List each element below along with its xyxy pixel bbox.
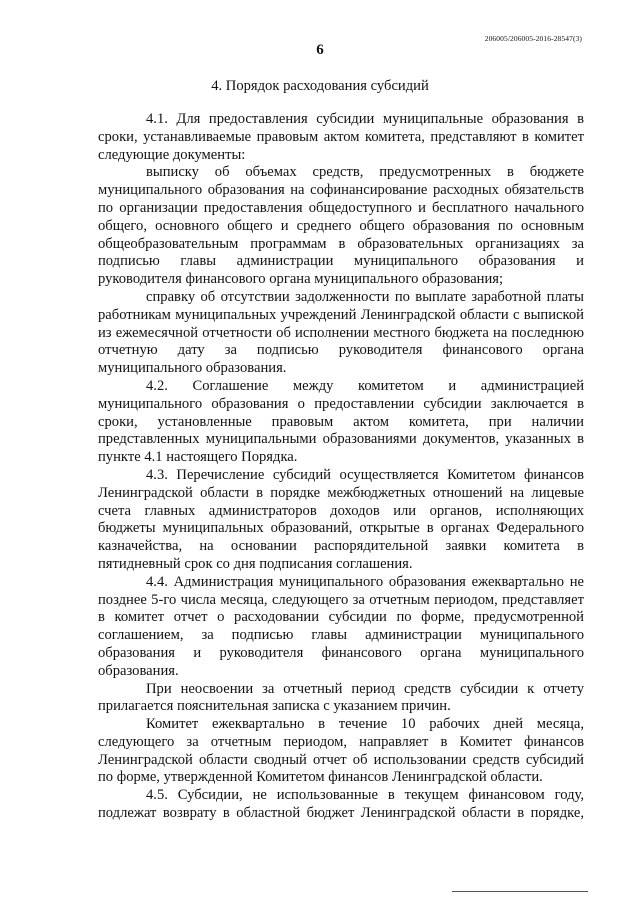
document-body — [98, 111, 584, 823]
paragraph-4-4: 4.4. Администрация муниципального образования ежеквартально не позднее 5-го числа месяца, следующего за отчетным периодом, представляет в комитет отчет о расходовании субсидии по форме, предусмотренной соглашением, за подписью главы администрации муниципального образования и руководителя финансового органа муниципального образования. — [98, 573, 584, 679]
section-title: 4. Порядок расходования субсидий — [211, 78, 429, 94]
paragraph-debt-certificate: справку об отсутствии задолженности по выплате заработной платы работникам муниципальных учреждений Ленинградской области с выпиской из ежемесячной отчетности об исполнении местного бюджета на последнюю отчетную дату за подписью руководителя финансового органа муниципального образования. — [98, 288, 584, 377]
paragraph-explanatory-note: При неосвоении за отчетный период средств субсидии к отчету прилагается пояснительная записка с указанием причин. — [98, 680, 584, 715]
footer-rule — [452, 891, 588, 892]
paragraph-4-3: 4.3. Перечисление субсидий осуществляется Комитетом финансов Ленинградской области в порядке межбюджетных отношений на лицевые счета главных администраторов доходов или органов, исполняющих бюджеты муниципальных образований, открытые в органах Федерального казначейства, на основании распорядительной заявки комитета в пятидневный срок со дня подписания соглашения. — [98, 466, 584, 572]
paragraph-budget-extract: выписку об объемах средств, предусмотренных в бюджете муниципального образования на софинансирование расходных обязательств по организации предоставления общедоступного и бесплатного начального общего, основного общего и среднего общего образования по основным общеобразовательным программам в образовательных организациях за подписью главы администрации муниципального образования и руководителя финансового органа муниципального образования; — [98, 164, 584, 288]
document-registration-number: 206005/206005-2016-28547(3) — [484, 34, 582, 43]
paragraph-4-5: 4.5. Субсидии, не использованные в текущем финансовом году, подлежат возврату в областной бюджет Ленинградской области в порядке, — [98, 787, 584, 822]
paragraph-committee-report: Комитет ежеквартально в течение 10 рабочих дней месяца, следующего за отчетным периодом, направляет в Комитет финансов Ленинградской области сводный отчет об использовании средств субсидий по форме, утвержденной Комитетом финансов Ленинградской области. — [98, 716, 584, 786]
paragraph-4-2: 4.2. Соглашение между комитетом и администрацией муниципального образования о предоставлении субсидии заключается в сроки, установленные правовым актом комитета, при наличии представленных муниципальными образованиями документов, указанных в пункте 4.1 настоящего Порядка. — [98, 377, 584, 466]
paragraph-4-1: 4.1. Для предоставления субсидии муниципальные образования в сроки, устанавливаемые правовым актом комитета, представляют в комитет следующие документы: — [98, 111, 584, 163]
page-number: 6 — [316, 42, 324, 58]
